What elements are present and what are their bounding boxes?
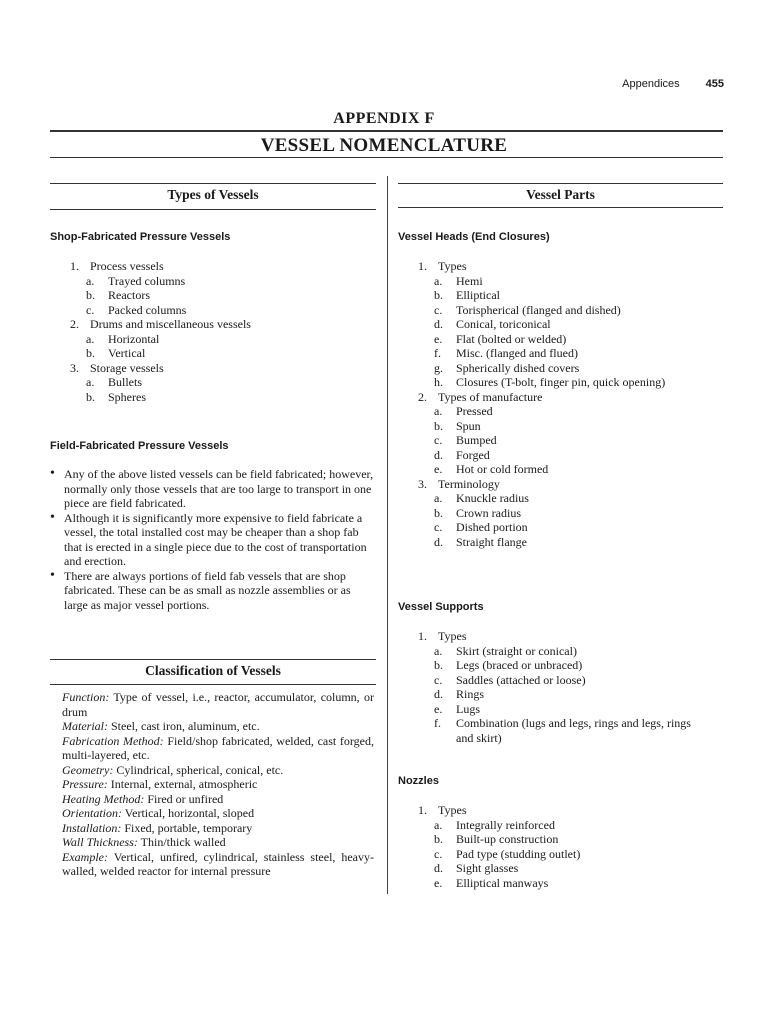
list-item-text: Flat (bolted or welded) xyxy=(456,331,567,346)
running-header-section: Appendices xyxy=(622,78,680,90)
classification-label: Heating Method: xyxy=(62,791,145,806)
list-item xyxy=(50,390,251,405)
classification-row xyxy=(62,806,374,821)
list-item-text: Drums and miscellaneous vessels xyxy=(90,317,251,331)
list-item xyxy=(50,346,251,361)
classification-text: Internal, external, atmospheric xyxy=(107,777,258,791)
list-item-text: Hot or cold formed xyxy=(456,462,549,476)
list-marker: g. xyxy=(434,360,443,375)
list-item-text: Horizontal xyxy=(108,331,160,346)
classification-title: Classification of Vessels xyxy=(145,663,281,678)
list-marker: a. xyxy=(434,404,443,418)
vessel-parts-title: Vessel Parts xyxy=(526,187,595,202)
classification-rule-bottom xyxy=(50,684,376,685)
list-item-text: Pad type (studding outlet) xyxy=(456,846,581,861)
list-item xyxy=(398,433,665,448)
classification-text: Vertical, horizontal, sloped xyxy=(122,806,255,820)
vessel-supports-heading: Vessel Supports xyxy=(398,601,484,613)
list-marker: c. xyxy=(434,520,443,534)
list-item xyxy=(50,303,251,318)
list-item-text: Reactors xyxy=(108,288,150,302)
page-title: VESSEL NOMENCLATURE xyxy=(260,135,508,156)
list-item-text: Rings xyxy=(456,687,485,701)
list-item xyxy=(398,375,665,390)
list-item-text: Saddles (attached or loose) xyxy=(456,672,586,687)
list-item xyxy=(398,390,665,405)
list-item xyxy=(398,818,580,833)
list-marker: d. xyxy=(434,534,443,549)
list-item-text: Knuckle radius xyxy=(456,491,529,505)
list-item xyxy=(398,520,665,535)
list-marker: b. xyxy=(434,288,443,302)
list-item-text: Trayed columns xyxy=(108,273,186,288)
classification-row xyxy=(62,719,374,734)
list-item xyxy=(50,332,251,347)
list-item-text: Types of manufacture xyxy=(438,389,543,404)
list-item xyxy=(50,274,251,289)
list-marker: a. xyxy=(434,491,443,505)
list-marker: c. xyxy=(434,433,443,447)
list-marker: b. xyxy=(434,418,443,433)
classification-text: Fixed, portable, temporary xyxy=(121,820,253,835)
list-item xyxy=(398,803,580,818)
list-item xyxy=(50,288,251,303)
classification-row xyxy=(62,734,374,763)
parts-rule-bottom xyxy=(398,207,723,208)
list-item-text: Dished portion xyxy=(456,520,528,534)
field-fabricated-bullets xyxy=(50,467,376,612)
list-item xyxy=(50,259,251,274)
classification-text: Type of vessel, i.e., reactor, accumulator, column, or drum xyxy=(62,690,374,719)
classification-label: Wall Thickness: xyxy=(62,835,138,849)
field-fabricated-heading: Field-Fabricated Pressure Vessels xyxy=(50,440,229,452)
list-item xyxy=(398,629,691,644)
classification-label: Geometry: xyxy=(62,762,114,777)
appendix-label: APPENDIX F xyxy=(333,110,435,127)
list-marker: b. xyxy=(434,832,443,846)
list-item xyxy=(50,317,251,332)
list-marker: 1. xyxy=(70,259,79,273)
list-marker: c. xyxy=(86,302,95,317)
list-marker: c. xyxy=(434,846,443,861)
list-marker: 3. xyxy=(70,360,79,375)
parts-rule-top xyxy=(398,183,723,184)
nozzles-list xyxy=(398,803,580,890)
classification-row xyxy=(62,792,374,807)
list-item-text: Elliptical xyxy=(456,288,500,302)
list-item-text: Terminology xyxy=(438,476,500,491)
list-item-text: Hemi xyxy=(456,273,483,288)
list-marker: a. xyxy=(86,273,95,288)
list-marker: f. xyxy=(434,716,441,730)
shop-fabricated-heading: Shop-Fabricated Pressure Vessels xyxy=(50,231,231,243)
shop-fabricated-list xyxy=(50,259,251,404)
vessel-supports-list xyxy=(398,629,691,745)
title-rule-top xyxy=(50,130,723,132)
list-item-text: Process vessels xyxy=(90,259,164,273)
list-marker: a. xyxy=(434,643,443,658)
classification-label: Material: xyxy=(62,719,108,733)
list-marker: e. xyxy=(434,331,443,346)
classification-label: Example: xyxy=(62,849,108,864)
classification-label: Pressure: xyxy=(62,777,108,791)
list-item-text: Forged xyxy=(456,447,490,462)
column-divider xyxy=(387,176,388,894)
list-item-text: Vertical xyxy=(108,346,146,360)
list-marker: d. xyxy=(434,861,443,875)
classification-rule-top xyxy=(50,659,376,660)
classification-text: Fired or unfired xyxy=(144,791,224,806)
classification-list xyxy=(62,690,374,879)
list-item xyxy=(50,375,251,390)
list-marker: 3. xyxy=(418,476,427,491)
vessel-heads-list xyxy=(398,259,665,549)
classification-text: Thin/thick walled xyxy=(137,835,226,849)
list-item xyxy=(398,317,665,332)
list-item-text: Conical, toriconical xyxy=(456,317,551,331)
list-item xyxy=(398,491,665,506)
list-marker: 2. xyxy=(70,317,79,331)
list-marker: c. xyxy=(434,302,443,317)
list-marker: 1. xyxy=(418,259,427,273)
list-item xyxy=(398,404,665,419)
list-marker: b. xyxy=(434,505,443,520)
list-marker: d. xyxy=(434,447,443,462)
classification-row xyxy=(62,777,374,792)
classification-text: Cylindrical, spherical, conical, etc. xyxy=(113,762,284,777)
list-marker: d. xyxy=(434,317,443,331)
list-item-text: Types xyxy=(438,803,467,817)
list-item xyxy=(398,832,580,847)
bullet-item: • Any of the above listed vessels can be field fabricated; however, normally only those vessels that are too large to transport in one piece are field fabricated. xyxy=(50,467,376,511)
list-item-text: Skirt (straight or conical) xyxy=(456,643,577,658)
classification-label: Installation: xyxy=(62,820,122,835)
list-item-text: Legs (braced or unbraced) xyxy=(456,658,583,672)
list-marker: e. xyxy=(434,701,443,716)
list-item-text: Bumped xyxy=(456,433,497,447)
running-header xyxy=(622,78,724,90)
list-item-text: Misc. (flanged and flued) xyxy=(456,346,578,360)
list-item xyxy=(398,687,691,702)
classification-row xyxy=(62,850,374,879)
list-item xyxy=(398,673,691,688)
list-marker: 2. xyxy=(418,389,427,404)
list-marker: b. xyxy=(86,288,95,302)
list-marker: d. xyxy=(434,687,443,701)
list-marker: a. xyxy=(86,375,95,389)
list-item xyxy=(398,847,580,862)
list-item xyxy=(398,644,691,659)
list-item xyxy=(398,462,665,477)
list-marker: b. xyxy=(86,389,95,404)
classification-label: Function: xyxy=(62,690,110,704)
list-item xyxy=(398,716,691,731)
list-item-text: Integrally reinforced xyxy=(456,817,555,832)
list-item-text: Packed columns xyxy=(108,302,187,317)
list-marker: b. xyxy=(86,346,95,360)
list-marker: h. xyxy=(434,375,443,389)
bullet-item: • There are always portions of field fab vessels that are shop fabricated. These can be as small as nozzle assemblies or as large as major vessel portions. xyxy=(50,569,376,613)
vessel-heads-heading: Vessel Heads (End Closures) xyxy=(398,231,550,243)
list-marker: a. xyxy=(434,817,443,832)
list-item xyxy=(398,332,665,347)
list-item-text: Crown radius xyxy=(456,505,521,520)
list-item-text: Types xyxy=(438,629,467,643)
list-item-text: and skirt) xyxy=(456,730,502,745)
classification-row xyxy=(62,821,374,836)
classification-text: Field/shop fabricated, welded, cast forged, multi-layered, etc. xyxy=(62,733,375,762)
list-item xyxy=(398,477,665,492)
list-marker: a. xyxy=(86,331,95,346)
list-marker: b. xyxy=(434,658,443,672)
list-item xyxy=(398,658,691,673)
nozzles-heading: Nozzles xyxy=(398,775,439,787)
classification-row xyxy=(62,763,374,778)
list-marker: a. xyxy=(434,273,443,288)
list-item-text: Storage vessels xyxy=(90,360,164,375)
list-item-text: Built-up construction xyxy=(456,832,559,846)
list-item xyxy=(398,346,665,361)
classification-row xyxy=(62,835,374,850)
list-item xyxy=(398,361,665,376)
list-item-text: Types xyxy=(438,259,467,273)
classification-row xyxy=(62,690,374,719)
list-item-text: Lugs xyxy=(456,701,480,716)
list-item xyxy=(398,535,665,550)
list-item xyxy=(50,361,251,376)
list-item-text: Combination (lugs and legs, rings and legs, rings xyxy=(456,716,691,730)
list-item-text: Elliptical manways xyxy=(456,875,549,890)
types-of-vessels-title: Types of Vessels xyxy=(167,187,259,202)
title-rule-bottom xyxy=(50,157,723,158)
list-marker: e. xyxy=(434,462,443,476)
list-item-text: Pressed xyxy=(456,404,493,418)
list-item-text: Closures (T-bolt, finger pin, quick opening) xyxy=(456,375,666,389)
list-item-text: Spheres xyxy=(108,389,146,404)
list-item-text: Torispherical (flanged and dished) xyxy=(456,302,621,317)
list-item xyxy=(398,419,665,434)
list-item xyxy=(398,861,580,876)
list-item xyxy=(398,448,665,463)
list-marker: 1. xyxy=(418,803,427,817)
types-rule-bottom xyxy=(50,209,376,210)
classification-label: Fabrication Method: xyxy=(62,733,164,748)
bullet-item: • Although it is significantly more expensive to field fabricate a vessel, the total installed cost may be cheaper than a shop fab that is erected in a single piece due to the cost of transportation and erection. xyxy=(50,511,376,569)
list-item xyxy=(398,274,665,289)
types-rule-top xyxy=(50,183,376,184)
page-number: 455 xyxy=(705,78,724,90)
list-marker: 1. xyxy=(418,629,427,643)
list-item xyxy=(398,259,665,274)
list-item xyxy=(398,702,691,717)
list-marker: f. xyxy=(434,346,441,360)
list-item xyxy=(398,303,665,318)
list-item-text: Bullets xyxy=(108,375,143,389)
list-item xyxy=(398,506,665,521)
list-item-text: Spherically dished covers xyxy=(456,360,580,375)
list-item-text: Straight flange xyxy=(456,534,527,549)
list-item xyxy=(398,731,691,746)
classification-text: Vertical, unfired, cylindrical, stainless steel, heavy-walled, welded reactor for internal pressure xyxy=(62,849,374,878)
classification-label: Orientation: xyxy=(62,806,122,820)
list-item xyxy=(398,288,665,303)
classification-text: Steel, cast iron, aluminum, etc. xyxy=(108,719,260,733)
list-marker: c. xyxy=(434,672,443,687)
list-item-text: Sight glasses xyxy=(456,861,519,875)
list-item xyxy=(398,876,580,891)
list-marker: e. xyxy=(434,875,443,890)
list-item-text: Spun xyxy=(456,418,481,433)
